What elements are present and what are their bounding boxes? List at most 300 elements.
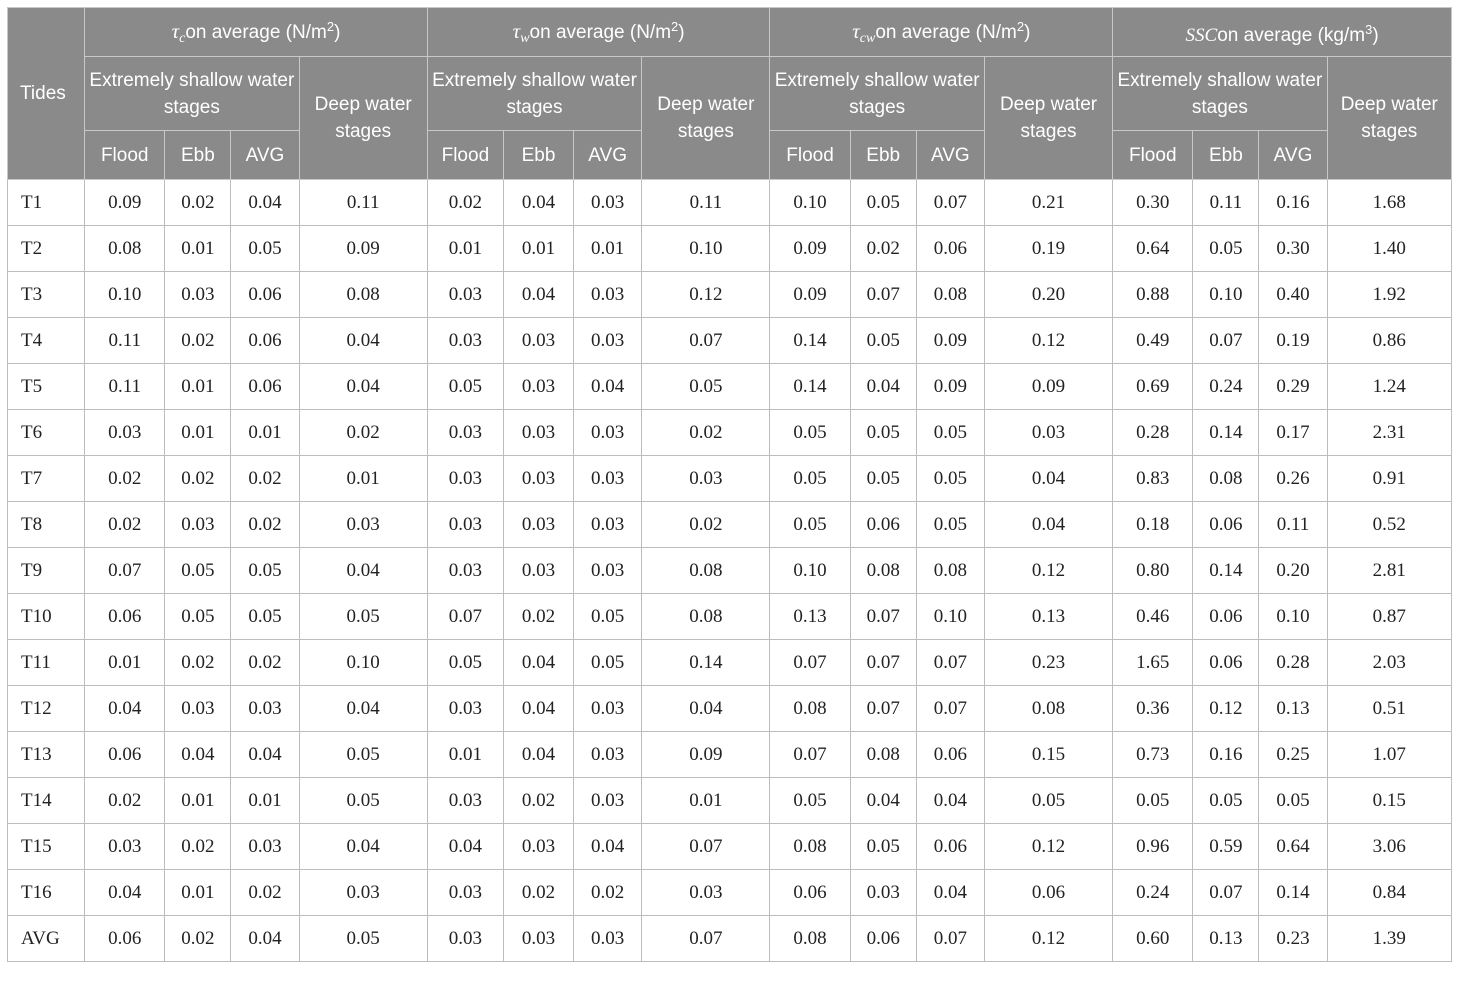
table-cell: 0.05: [916, 456, 984, 502]
table-cell: 0.04: [642, 686, 770, 732]
table-cell: 0.02: [165, 318, 231, 364]
table-header: [8, 8, 1452, 180]
table-cell: 0.05: [165, 594, 231, 640]
table-cell: 0.30: [1259, 226, 1327, 272]
table-cell: 0.02: [231, 456, 299, 502]
table-cell: 0.02: [642, 502, 770, 548]
table-cell: 0.04: [299, 318, 427, 364]
group-text: on average (N/m: [529, 21, 672, 43]
table-cell: 0.14: [1193, 410, 1259, 456]
table-cell: 0.05: [299, 594, 427, 640]
table-cell: 0.30: [1113, 180, 1193, 226]
table-row: [8, 732, 1452, 778]
table-row: [8, 640, 1452, 686]
table-cell: 0.05: [850, 410, 916, 456]
table-cell: 0.05: [1193, 226, 1259, 272]
table-cell: 0.13: [770, 594, 850, 640]
row-label: T14: [8, 778, 85, 824]
table-cell: 0.04: [165, 732, 231, 778]
table-cell: 0.06: [85, 594, 165, 640]
table-cell: 0.08: [85, 226, 165, 272]
table-cell: 0.19: [1259, 318, 1327, 364]
table-cell: 0.06: [770, 870, 850, 916]
table-cell: 0.03: [503, 502, 573, 548]
table-cell: 0.06: [231, 318, 299, 364]
table-cell: 0.03: [574, 732, 642, 778]
row-label: T15: [8, 824, 85, 870]
table-body: [8, 180, 1452, 962]
table-cell: 0.06: [850, 502, 916, 548]
table-row: [8, 318, 1452, 364]
table-cell: 0.03: [299, 870, 427, 916]
row-label: T6: [8, 410, 85, 456]
table-cell: 0.07: [85, 548, 165, 594]
header-shallow: Extremely shallow water stages: [427, 57, 641, 131]
table-cell: 0.05: [642, 364, 770, 410]
table-cell: 0.02: [299, 410, 427, 456]
table-cell: 0.08: [299, 272, 427, 318]
header-avg: AVG: [916, 131, 984, 180]
table-cell: 0.83: [1113, 456, 1193, 502]
table-cell: 0.06: [916, 226, 984, 272]
table-cell: 0.13: [984, 594, 1112, 640]
table-cell: 0.04: [231, 732, 299, 778]
group-subscript: cw: [859, 30, 876, 46]
table-cell: 0.04: [85, 870, 165, 916]
table-cell: 0.01: [85, 640, 165, 686]
table-cell: 0.07: [770, 732, 850, 778]
table-row: [8, 548, 1452, 594]
table-cell: 1.39: [1327, 916, 1451, 962]
group-superscript: 2: [671, 18, 679, 34]
table-cell: 0.14: [770, 318, 850, 364]
table-cell: 0.04: [503, 686, 573, 732]
table-cell: 0.04: [503, 272, 573, 318]
table-cell: 0.02: [85, 456, 165, 502]
table-cell: 0.20: [1259, 548, 1327, 594]
table-cell: 0.05: [850, 824, 916, 870]
header-flood: Flood: [1113, 131, 1193, 180]
table-cell: 0.06: [984, 870, 1112, 916]
table-cell: 0.03: [574, 502, 642, 548]
table-row: [8, 686, 1452, 732]
table-cell: 0.03: [503, 364, 573, 410]
table-container: [7, 7, 1452, 962]
table-cell: 0.03: [574, 686, 642, 732]
header-deep: Deep water stages: [984, 57, 1112, 180]
table-cell: 0.02: [574, 870, 642, 916]
table-cell: 0.08: [916, 272, 984, 318]
table-cell: 0.03: [427, 778, 503, 824]
table-cell: 0.01: [165, 410, 231, 456]
table-cell: 0.02: [642, 410, 770, 456]
row-label: T11: [8, 640, 85, 686]
table-cell: 0.46: [1113, 594, 1193, 640]
table-cell: 0.08: [642, 594, 770, 640]
header-shallow: Extremely shallow water stages: [770, 57, 984, 131]
row-label: T12: [8, 686, 85, 732]
table-cell: 0.03: [427, 502, 503, 548]
table-cell: 0.06: [916, 824, 984, 870]
header-deep: Deep water stages: [1327, 57, 1451, 180]
table-cell: 0.07: [916, 180, 984, 226]
row-label: T8: [8, 502, 85, 548]
table-cell: 0.07: [642, 916, 770, 962]
table-cell: 0.07: [850, 640, 916, 686]
table-cell: 0.07: [642, 318, 770, 364]
table-cell: 0.10: [299, 640, 427, 686]
table-cell: 0.04: [916, 778, 984, 824]
group-superscript: 3: [1365, 21, 1373, 37]
table-cell: 0.14: [770, 364, 850, 410]
table-cell: 0.03: [299, 502, 427, 548]
table-cell: 0.03: [503, 410, 573, 456]
table-cell: 0.04: [299, 364, 427, 410]
table-cell: 0.49: [1113, 318, 1193, 364]
table-cell: 0.08: [850, 732, 916, 778]
table-cell: 0.03: [427, 548, 503, 594]
table-cell: 0.05: [299, 778, 427, 824]
table-cell: 0.01: [231, 778, 299, 824]
table-cell: 0.64: [1259, 824, 1327, 870]
table-cell: 0.03: [503, 548, 573, 594]
header-ebb: Ebb: [1193, 131, 1259, 180]
table-cell: 0.03: [503, 824, 573, 870]
table-cell: 0.01: [165, 778, 231, 824]
table-cell: 0.18: [1113, 502, 1193, 548]
table-cell: 0.03: [574, 916, 642, 962]
row-label: T4: [8, 318, 85, 364]
row-label: T10: [8, 594, 85, 640]
group-symbol: τ: [852, 18, 860, 43]
group-symbol: SSC: [1185, 24, 1218, 46]
row-label: T13: [8, 732, 85, 778]
table-cell: 0.03: [503, 318, 573, 364]
table-cell: 0.96: [1113, 824, 1193, 870]
row-label: T3: [8, 272, 85, 318]
table-cell: 0.84: [1327, 870, 1451, 916]
table-cell: 0.05: [850, 456, 916, 502]
table-row: [8, 410, 1452, 456]
table-cell: 0.05: [916, 502, 984, 548]
table-cell: 0.03: [427, 272, 503, 318]
table-cell: 0.03: [165, 272, 231, 318]
table-cell: 0.01: [427, 226, 503, 272]
table-cell: 0.03: [427, 870, 503, 916]
row-label: T2: [8, 226, 85, 272]
header-deep: Deep water stages: [299, 57, 427, 180]
header-avg: AVG: [574, 131, 642, 180]
table-cell: 0.11: [85, 364, 165, 410]
table-cell: 0.28: [1259, 640, 1327, 686]
table-cell: 0.03: [427, 456, 503, 502]
table-cell: 0.04: [850, 364, 916, 410]
table-cell: 0.03: [574, 778, 642, 824]
table-cell: 0.03: [231, 686, 299, 732]
table-cell: 0.11: [85, 318, 165, 364]
table-cell: 0.04: [427, 824, 503, 870]
group-text: on average (N/m: [185, 21, 327, 43]
table-cell: 0.09: [85, 180, 165, 226]
table-cell: 0.11: [642, 180, 770, 226]
table-cell: 0.02: [231, 502, 299, 548]
header-group-tau-c: [85, 8, 428, 57]
table-cell: 0.12: [984, 916, 1112, 962]
table-cell: 0.64: [1113, 226, 1193, 272]
table-cell: 0.69: [1113, 364, 1193, 410]
table-cell: 0.07: [427, 594, 503, 640]
table-cell: 0.40: [1259, 272, 1327, 318]
table-cell: 0.07: [642, 824, 770, 870]
table-cell: 0.05: [770, 410, 850, 456]
table-row: [8, 778, 1452, 824]
table-cell: 0.03: [574, 410, 642, 456]
table-cell: 0.01: [642, 778, 770, 824]
table-cell: 0.10: [770, 180, 850, 226]
table-cell: 0.04: [299, 824, 427, 870]
table-row: [8, 916, 1452, 962]
table-cell: 0.02: [165, 456, 231, 502]
table-cell: 0.60: [1113, 916, 1193, 962]
group-subscript: c: [179, 30, 186, 46]
table-cell: 0.04: [231, 180, 299, 226]
table-cell: 0.05: [231, 226, 299, 272]
row-label: T5: [8, 364, 85, 410]
table-cell: 0.15: [1327, 778, 1451, 824]
table-cell: 0.07: [916, 916, 984, 962]
table-cell: 0.03: [85, 824, 165, 870]
table-cell: 0.80: [1113, 548, 1193, 594]
table-cell: 0.12: [1193, 686, 1259, 732]
table-cell: 0.59: [1193, 824, 1259, 870]
table-cell: 0.14: [1259, 870, 1327, 916]
table-row: [8, 226, 1452, 272]
header-group-tau-w: [427, 8, 770, 57]
table-cell: 0.14: [1193, 548, 1259, 594]
table-cell: 0.10: [1259, 594, 1327, 640]
table-cell: 0.73: [1113, 732, 1193, 778]
group-text: on average (kg/m: [1217, 24, 1366, 46]
header-ebb: Ebb: [850, 131, 916, 180]
header-avg: AVG: [231, 131, 299, 180]
table-cell: 0.10: [85, 272, 165, 318]
table-cell: 0.03: [165, 686, 231, 732]
table-cell: 0.03: [503, 916, 573, 962]
header-group-tau-cw: [770, 8, 1113, 57]
table-cell: 0.04: [503, 180, 573, 226]
table-cell: 0.05: [427, 364, 503, 410]
table-cell: 0.08: [916, 548, 984, 594]
table-cell: 0.05: [231, 548, 299, 594]
table-cell: 2.81: [1327, 548, 1451, 594]
table-cell: 0.10: [642, 226, 770, 272]
table-cell: 0.09: [299, 226, 427, 272]
header-deep: Deep water stages: [642, 57, 770, 180]
table-cell: 0.03: [427, 318, 503, 364]
table-cell: 0.02: [850, 226, 916, 272]
table-cell: 0.07: [770, 640, 850, 686]
table-cell: 0.24: [1113, 870, 1193, 916]
table-cell: 0.09: [916, 364, 984, 410]
table-cell: 0.06: [1193, 502, 1259, 548]
group-subscript: w: [520, 30, 530, 46]
table-cell: 0.05: [299, 732, 427, 778]
table-cell: 0.02: [165, 916, 231, 962]
table-cell: 0.11: [1193, 180, 1259, 226]
table-cell: 0.12: [984, 318, 1112, 364]
table-cell: 0.02: [427, 180, 503, 226]
table-cell: 0.05: [299, 916, 427, 962]
table-cell: 0.09: [642, 732, 770, 778]
table-cell: 0.52: [1327, 502, 1451, 548]
table-cell: 0.02: [85, 502, 165, 548]
table-row: [8, 180, 1452, 226]
table-cell: 0.04: [85, 686, 165, 732]
table-cell: 0.07: [1193, 318, 1259, 364]
table-cell: 0.06: [231, 272, 299, 318]
table-cell: 0.13: [1259, 686, 1327, 732]
header-flood: Flood: [427, 131, 503, 180]
table-cell: 0.05: [1193, 778, 1259, 824]
table-cell: 0.07: [850, 686, 916, 732]
table-row: [8, 456, 1452, 502]
table-cell: 0.51: [1327, 686, 1451, 732]
table-cell: 0.01: [574, 226, 642, 272]
table-cell: 0.05: [1259, 778, 1327, 824]
table-cell: 0.03: [850, 870, 916, 916]
table-cell: 0.01: [427, 732, 503, 778]
table-cell: 0.05: [231, 594, 299, 640]
table-cell: 0.03: [231, 824, 299, 870]
table-cell: 0.08: [984, 686, 1112, 732]
table-cell: 0.04: [231, 916, 299, 962]
table-cell: 0.29: [1259, 364, 1327, 410]
table-cell: 0.08: [850, 548, 916, 594]
table-cell: 0.03: [165, 502, 231, 548]
table-cell: 0.26: [1259, 456, 1327, 502]
table-cell: 0.07: [916, 686, 984, 732]
table-cell: 0.04: [916, 870, 984, 916]
table-cell: 0.08: [642, 548, 770, 594]
table-cell: 0.03: [574, 180, 642, 226]
row-label: AVG: [8, 916, 85, 962]
header-shallow: Extremely shallow water stages: [1113, 57, 1327, 131]
table-cell: 0.04: [503, 640, 573, 686]
data-table: [7, 7, 1452, 962]
table-cell: 1.92: [1327, 272, 1451, 318]
table-cell: 0.91: [1327, 456, 1451, 502]
table-cell: 0.02: [165, 824, 231, 870]
table-cell: 0.07: [1193, 870, 1259, 916]
table-row: [8, 594, 1452, 640]
table-cell: 0.02: [503, 870, 573, 916]
group-symbol: τ: [512, 18, 521, 43]
table-cell: 0.15: [984, 732, 1112, 778]
header-shallow: Extremely shallow water stages: [85, 57, 299, 131]
table-cell: 0.05: [770, 502, 850, 548]
group-text: on average (N/m: [875, 21, 1017, 43]
table-row: [8, 272, 1452, 318]
table-cell: 0.02: [165, 640, 231, 686]
table-cell: 0.17: [1259, 410, 1327, 456]
table-cell: 0.02: [85, 778, 165, 824]
table-cell: 0.16: [1193, 732, 1259, 778]
table-cell: 0.06: [916, 732, 984, 778]
table-cell: 0.23: [1259, 916, 1327, 962]
table-cell: 0.08: [770, 824, 850, 870]
table-cell: 0.01: [165, 226, 231, 272]
table-cell: 0.07: [916, 640, 984, 686]
table-cell: 0.05: [770, 778, 850, 824]
table-cell: 0.05: [165, 548, 231, 594]
table-cell: 0.11: [1259, 502, 1327, 548]
table-row: [8, 364, 1452, 410]
table-row: [8, 824, 1452, 870]
table-cell: 0.86: [1327, 318, 1451, 364]
row-label: T16: [8, 870, 85, 916]
table-cell: 0.05: [850, 180, 916, 226]
table-cell: 0.01: [231, 410, 299, 456]
header-ebb: Ebb: [503, 131, 573, 180]
table-cell: 0.12: [984, 824, 1112, 870]
table-cell: 0.05: [984, 778, 1112, 824]
table-cell: 0.03: [574, 456, 642, 502]
header-avg: AVG: [1259, 131, 1327, 180]
table-cell: 1.65: [1113, 640, 1193, 686]
table-cell: 0.20: [984, 272, 1112, 318]
table-cell: 0.24: [1193, 364, 1259, 410]
table-cell: 0.04: [850, 778, 916, 824]
table-cell: 0.04: [299, 548, 427, 594]
table-cell: 0.01: [299, 456, 427, 502]
header-tides: Tides: [8, 8, 85, 180]
table-cell: 0.14: [642, 640, 770, 686]
table-cell: 1.24: [1327, 364, 1451, 410]
table-cell: 0.08: [770, 916, 850, 962]
group-close: ): [678, 21, 685, 43]
table-cell: 0.05: [916, 410, 984, 456]
table-cell: 0.13: [1193, 916, 1259, 962]
table-cell: 0.06: [85, 916, 165, 962]
table-cell: 0.07: [850, 272, 916, 318]
table-cell: 0.12: [984, 548, 1112, 594]
table-cell: 0.03: [574, 548, 642, 594]
group-close: ): [1024, 21, 1031, 43]
table-cell: 0.10: [916, 594, 984, 640]
table-cell: 0.09: [770, 272, 850, 318]
table-cell: 0.05: [574, 640, 642, 686]
group-close: ): [1372, 24, 1379, 46]
table-cell: 0.02: [165, 180, 231, 226]
table-cell: 2.03: [1327, 640, 1451, 686]
table-cell: 0.09: [984, 364, 1112, 410]
table-cell: 0.03: [984, 410, 1112, 456]
table-cell: 0.08: [1193, 456, 1259, 502]
header-ebb: Ebb: [165, 131, 231, 180]
table-cell: 0.05: [850, 318, 916, 364]
table-cell: 0.01: [503, 226, 573, 272]
table-cell: 0.11: [299, 180, 427, 226]
table-cell: 0.08: [770, 686, 850, 732]
table-cell: 0.04: [574, 824, 642, 870]
table-cell: 0.28: [1113, 410, 1193, 456]
table-cell: 1.40: [1327, 226, 1451, 272]
table-cell: 0.03: [427, 410, 503, 456]
table-cell: 0.06: [1193, 594, 1259, 640]
table-cell: 0.05: [1113, 778, 1193, 824]
group-superscript: 2: [1016, 18, 1025, 34]
table-cell: 0.03: [427, 916, 503, 962]
